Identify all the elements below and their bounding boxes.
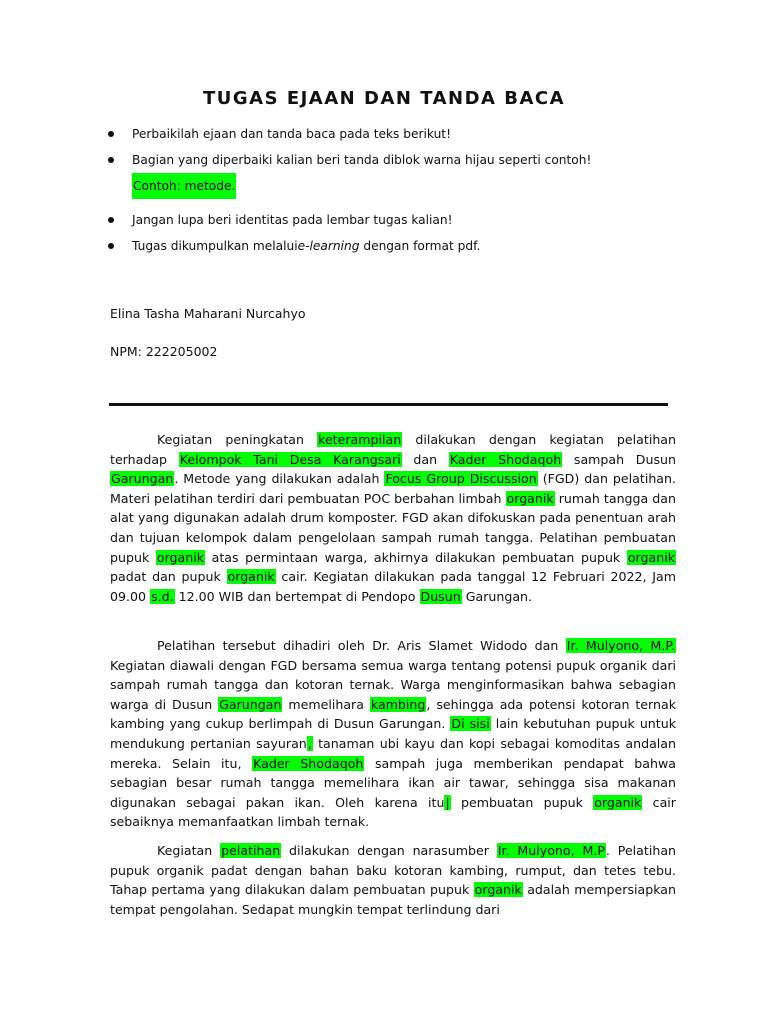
paragraph-text: 12.00 WIB dan bertempat di Pendopo bbox=[174, 588, 420, 604]
instruction-text: dengan format pdf. bbox=[359, 239, 481, 253]
highlighted-correction: pelatihan bbox=[221, 843, 281, 858]
instruction-example bbox=[132, 173, 692, 199]
highlighted-correction: Focus Group Discussion bbox=[385, 471, 537, 487]
paragraph bbox=[110, 841, 676, 919]
highlighted-correction: Di sisi bbox=[451, 716, 490, 732]
paragraph-text: dilakukan dengan kegiatan pelatihan terhadap bbox=[110, 432, 676, 467]
paragraph-text: pembuatan pupuk bbox=[450, 794, 594, 810]
instruction-text: Perbaikilah ejaan dan tanda baca pada teks berikut! bbox=[132, 127, 451, 141]
paragraph-text: lain kebutuhan pupuk untuk mendukung pertanian sayuran bbox=[110, 716, 676, 751]
highlighted-correction: | bbox=[445, 794, 450, 810]
highlighted-correction: , bbox=[307, 735, 312, 751]
instruction-text: Bagian yang diperbaiki kalian beri tanda diblok warna hijau seperti contoh! bbox=[132, 153, 592, 167]
bullet-icon bbox=[108, 217, 114, 223]
bullet-icon bbox=[108, 157, 114, 163]
example-highlight: Contoh: metode. bbox=[132, 173, 236, 199]
paragraph-text: dilakukan dengan narasumber bbox=[281, 843, 497, 858]
paragraph-text: , sehingga ada potensi kotoran ternak kambing yang cukup berlimpah di Dusun Garungan. bbox=[110, 696, 676, 732]
highlighted-correction: keterampilan bbox=[318, 432, 402, 447]
instruction-item bbox=[132, 207, 692, 233]
highlighted-correction: s.d. bbox=[151, 588, 174, 604]
paragraph-text: Garungan. bbox=[461, 588, 533, 604]
page-title: TUGAS EJAAN DAN TANDA BACA bbox=[202, 88, 566, 109]
highlighted-correction: Kelompok Tani Desa Karangsari bbox=[179, 451, 401, 467]
paragraph bbox=[110, 636, 676, 832]
paragraph-text: sampah juga memberikan pendapat bahwa sebagian besar rumah tangga memelihara ikan air tawar, sehingga sisa makanan digunakan sebagai pakan ikan. Oleh karena itu bbox=[110, 755, 676, 810]
instruction-text: Jangan lupa beri identitas pada lembar tugas kalian! bbox=[132, 213, 453, 227]
student-npm: NPM: 222205002 bbox=[110, 344, 218, 359]
bullet-icon bbox=[108, 243, 114, 249]
highlighted-correction: organik bbox=[594, 794, 642, 810]
paragraph-text: memelihara bbox=[282, 696, 370, 712]
paragraph-text: sampah Dusun bbox=[562, 451, 676, 467]
instruction-item bbox=[132, 233, 692, 259]
highlighted-correction: organik bbox=[627, 549, 675, 565]
highlighted-correction: Kader Shodaqoh bbox=[253, 755, 364, 771]
paragraph-text: tanaman ubi kayu dan kopi sebagai komoditas andalan mereka. Selain itu, bbox=[110, 735, 676, 771]
paragraph-text: dan bbox=[401, 451, 449, 467]
highlighted-correction: Garungan bbox=[219, 696, 282, 712]
instruction-emphasis: e-learning bbox=[297, 239, 360, 253]
instruction-item bbox=[132, 121, 692, 147]
paragraph-text: Kegiatan diawali dengan FGD bersama semua warga tentang potensi pupuk organik dari sampah rumah tangga dan kotoran ternak. Warga menginformasikan bahwa sebagian warga di Dusun bbox=[110, 657, 676, 712]
paragraph-text: . Pelatihan pupuk organik padat dengan bahan baku kotoran kambing, rumput, dan tetes tebu. Tahap pertama yang dilakukan dalam pembuatan pupuk bbox=[110, 843, 677, 898]
paragraph-text: adalah mempersiapkan tempat pengolahan. Sedapat mungkin tempat terlindung dari bbox=[110, 882, 676, 917]
paragraph-text: . Metode yang dilakukan adalah bbox=[174, 471, 385, 487]
paragraph-text: atas permintaan warga, akhirnya dilakukan pembuatan pupuk bbox=[205, 549, 627, 565]
divider bbox=[109, 403, 668, 406]
instruction-text: Tugas dikumpulkan melalui bbox=[132, 239, 298, 253]
paragraph-text: padat dan pupuk bbox=[110, 569, 227, 585]
highlighted-correction: Garungan bbox=[111, 471, 174, 487]
highlighted-correction: Dusun bbox=[420, 588, 461, 604]
paragraph-text: Kegiatan bbox=[157, 843, 221, 858]
highlighted-correction: organik bbox=[506, 490, 554, 506]
paragraph-text: cair. Kegiatan dilakukan pada tanggal 12 Februari 2022, Jam 09.00 bbox=[110, 569, 677, 604]
paragraph-text: Pelatihan tersebut dihadiri oleh Dr. Aris Slamet Widodo dan bbox=[157, 638, 566, 653]
highlighted-correction: organik bbox=[474, 882, 522, 898]
bullet-icon bbox=[108, 131, 114, 137]
highlighted-correction: organik bbox=[227, 569, 275, 585]
highlighted-correction: organik bbox=[156, 549, 205, 565]
paragraph bbox=[110, 430, 676, 606]
highlighted-correction: Kader Shodaqoh bbox=[449, 451, 562, 467]
paragraph-text: rumah tangga dan alat yang digunakan adalah drum komposter. FGD akan difokuskan pada penentuan arah dan tujuan kelompok dalam pengelolaan sampah rumah tangga. Pelatihan pembuatan pupuk bbox=[110, 490, 676, 565]
paragraph-text: cair sebaiknya memanfaatkan limbah ternak. bbox=[110, 794, 676, 830]
highlighted-correction: Ir. Mulyono, M.P bbox=[497, 843, 605, 858]
student-name: Elina Tasha Maharani Nurcahyo bbox=[110, 306, 306, 321]
paragraph-text: Kegiatan peningkatan bbox=[157, 432, 318, 447]
paragraph-text: (FGD) dan pelatihan. Materi pelatihan terdiri dari pembuatan POC berbahan limbah bbox=[110, 471, 676, 506]
highlighted-correction: Ir. Mulyono, M.P. bbox=[566, 638, 675, 653]
instruction-list bbox=[132, 121, 692, 259]
instruction-item bbox=[132, 147, 692, 173]
highlighted-correction: kambing bbox=[370, 696, 426, 712]
